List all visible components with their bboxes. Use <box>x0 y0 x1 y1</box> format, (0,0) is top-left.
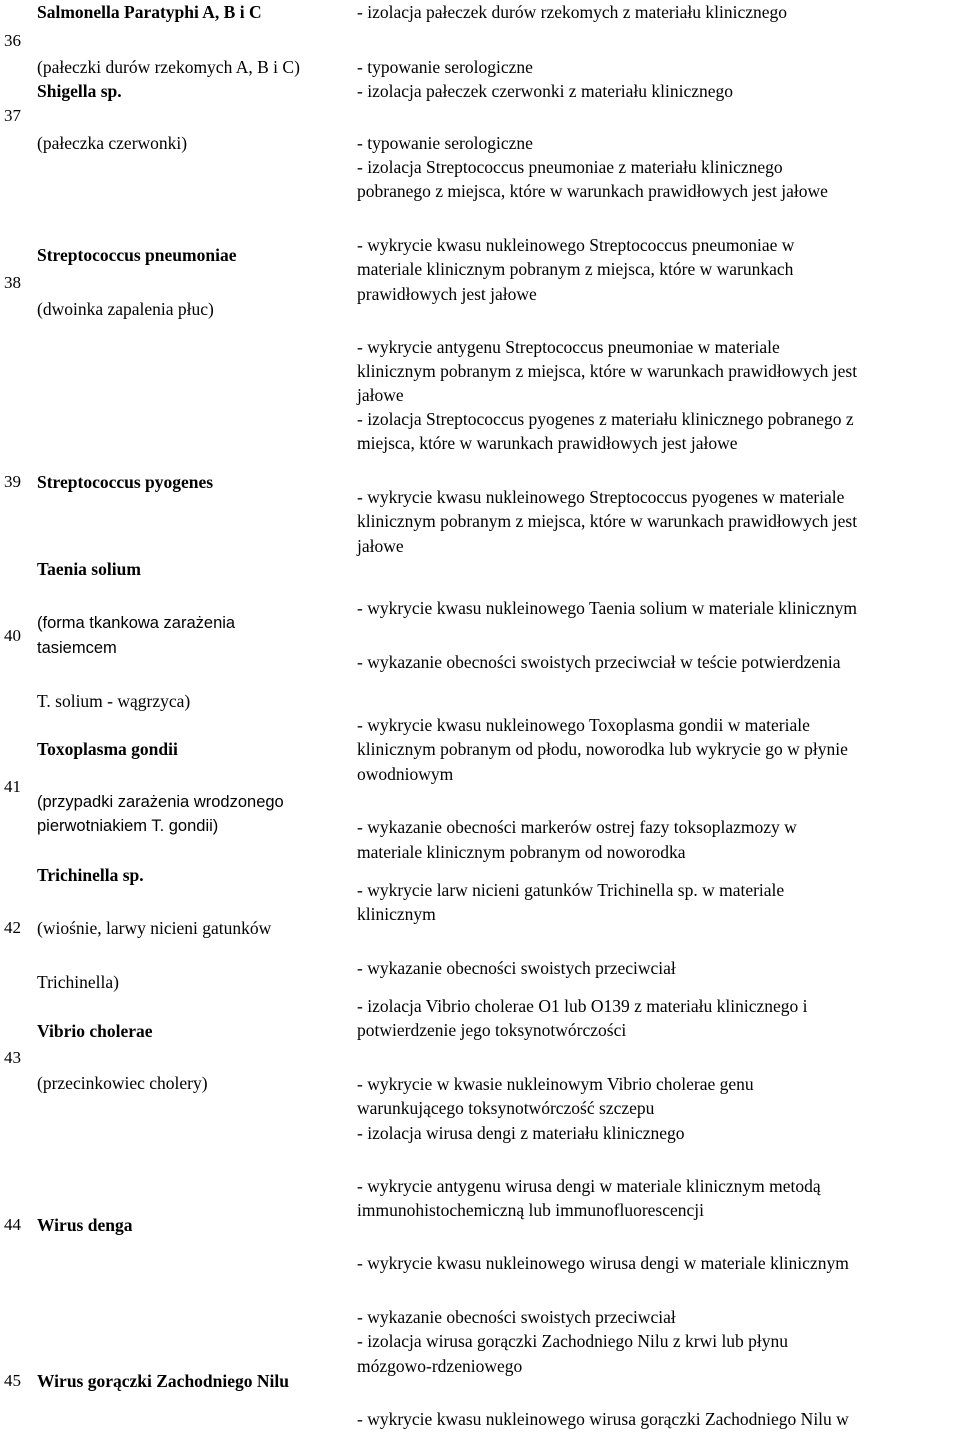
criteria-line: mózgowo-rdzeniowego <box>357 1356 523 1376</box>
organism-subname: T. solium - wągrzyca) <box>37 691 191 711</box>
criteria-line: warunkującego toksynotwórczość szczepu <box>357 1098 655 1118</box>
criteria-line: - wykrycie kwasu nukleinowego wirusa gorączki Zachodniego Nilu w <box>357 1409 849 1429</box>
criteria-line: materiale klinicznym pobranym od noworodka <box>357 842 686 862</box>
organism-name: Streptococcus pyogenes <box>37 472 214 492</box>
row-number: 40 <box>4 626 21 645</box>
criteria-line: potwierdzenie jego toksynotwórczości <box>357 1020 627 1040</box>
criteria-line: immunohistochemiczną lub immunofluorescencji <box>357 1200 705 1220</box>
organism-subname: (wiośnie, larwy nicieni gatunków <box>37 918 272 938</box>
criteria-line: - wykazanie obecności swoistych przeciwciał w teście potwierdzenia <box>357 652 841 672</box>
organism-subname: (pałeczki durów rzekomych A, B i C) <box>37 57 300 77</box>
criteria-line: - wykrycie kwasu nukleinowego Toxoplasma gondii w materiale <box>357 715 810 735</box>
criteria-line: klinicznym pobranym od płodu, noworodka lub wykrycie go w płynie <box>357 739 848 759</box>
criteria-line: - wykrycie w kwasie nukleinowym Vibrio cholerae genu <box>357 1074 754 1094</box>
criteria-line: - wykazanie obecności swoistych przeciwciał <box>357 1307 676 1327</box>
organism-subname: (forma tkankowa zarażenia <box>37 614 236 632</box>
row-number: 39 <box>4 472 21 491</box>
organism-name: Taenia solium <box>37 559 141 579</box>
criteria-line: - typowanie serologiczne <box>357 133 533 153</box>
row-number: 45 <box>4 1371 21 1390</box>
criteria-line: - izolacja pałeczek durów rzekomych z materiału klinicznego <box>357 2 787 22</box>
criteria-line: - wykazanie obecności markerów ostrej fazy toksoplazmozy w <box>357 817 797 837</box>
criteria-line: - wykrycie kwasu nukleinowego Streptococcus pyogenes w materiale <box>357 487 845 507</box>
organism-name: Trichinella sp. <box>37 865 144 885</box>
criteria-line: - wykrycie antygenu wirusa dengi w materiale klinicznym metodą <box>357 1176 821 1196</box>
criteria-line: - typowanie serologiczne <box>357 57 533 77</box>
row-number: 38 <box>4 273 21 292</box>
criteria-line: prawidłowych jest jałowe <box>357 284 537 304</box>
organism-name: Wirus gorączki Zachodniego Nilu <box>37 1371 289 1391</box>
criteria-line: - izolacja wirusa dengi z materiału klinicznego <box>357 1123 685 1143</box>
criteria-line: materiale klinicznym pobranym z miejsca, które w warunkach <box>357 259 794 279</box>
criteria-line: miejsca, które w warunkach prawidłowych jest jałowe <box>357 433 738 453</box>
organism-name: Salmonella Paratyphi A, B i C <box>37 2 262 22</box>
criteria-line: - wykrycie kwasu nukleinowego wirusa dengi w materiale klinicznym <box>357 1253 849 1273</box>
row-number: 42 <box>4 918 21 937</box>
criteria-line: - izolacja Streptococcus pneumoniae z materiału klinicznego <box>357 157 783 177</box>
row-number: 37 <box>4 106 21 125</box>
criteria-line: - wykrycie kwasu nukleinowego Taenia solium w materiale klinicznym <box>357 598 857 618</box>
criteria-line: klinicznym pobranym z miejsca, które w warunkach prawidłowych jest <box>357 361 858 381</box>
organism-name: Streptococcus pneumoniae <box>37 245 237 265</box>
organism-name: Vibrio cholerae <box>37 1021 153 1041</box>
criteria-line: - wykrycie kwasu nukleinowego Streptococcus pneumoniae w <box>357 235 795 255</box>
criteria-line: jałowe <box>357 536 404 556</box>
criteria-line: owodniowym <box>357 764 454 784</box>
criteria-line: - wykrycie antygenu Streptococcus pneumoniae w materiale <box>357 337 780 357</box>
organism-subname: (pałeczka czerwonki) <box>37 133 188 153</box>
criteria-line: - wykrycie larw nicieni gatunków Trichinella sp. w materiale <box>357 880 785 900</box>
criteria-line: - wykazanie obecności swoistych przeciwciał <box>357 958 676 978</box>
row-number: 43 <box>4 1048 21 1067</box>
organism-subname: tasiemcem <box>37 639 117 657</box>
criteria-line: - izolacja Vibrio cholerae O1 lub O139 z materiału klinicznego i <box>357 996 808 1016</box>
row-number: 44 <box>4 1215 21 1234</box>
criteria-line: pobranego z miejsca, które w warunkach prawidłowych jest jałowe <box>357 181 828 201</box>
organism-subname: (dwoinka zapalenia płuc) <box>37 299 214 319</box>
organism-name: Toxoplasma gondii <box>37 739 178 759</box>
organism-subname: (przecinkowiec cholery) <box>37 1073 208 1093</box>
organism-subname: pierwotniakiem T. gondii) <box>37 817 219 835</box>
criteria-line: klinicznym pobranym z miejsca, które w warunkach prawidłowych jest <box>357 511 858 531</box>
organism-subname: (przypadki zarażenia wrodzonego <box>37 793 284 811</box>
organism-subname: Trichinella) <box>37 972 119 992</box>
criteria-line: - izolacja wirusa gorączki Zachodniego Nilu z krwi lub płynu <box>357 1331 789 1351</box>
row-number: 36 <box>4 31 21 50</box>
organism-name: Shigella sp. <box>37 81 122 101</box>
criteria-line: jałowe <box>357 385 404 405</box>
criteria-line: klinicznym <box>357 904 436 924</box>
criteria-line: - izolacja Streptococcus pyogenes z materiału klinicznego pobranego z <box>357 409 854 429</box>
criteria-line: - izolacja pałeczek czerwonki z materiału klinicznego <box>357 81 734 101</box>
organism-name: Wirus denga <box>37 1215 133 1235</box>
row-number: 41 <box>4 777 21 796</box>
